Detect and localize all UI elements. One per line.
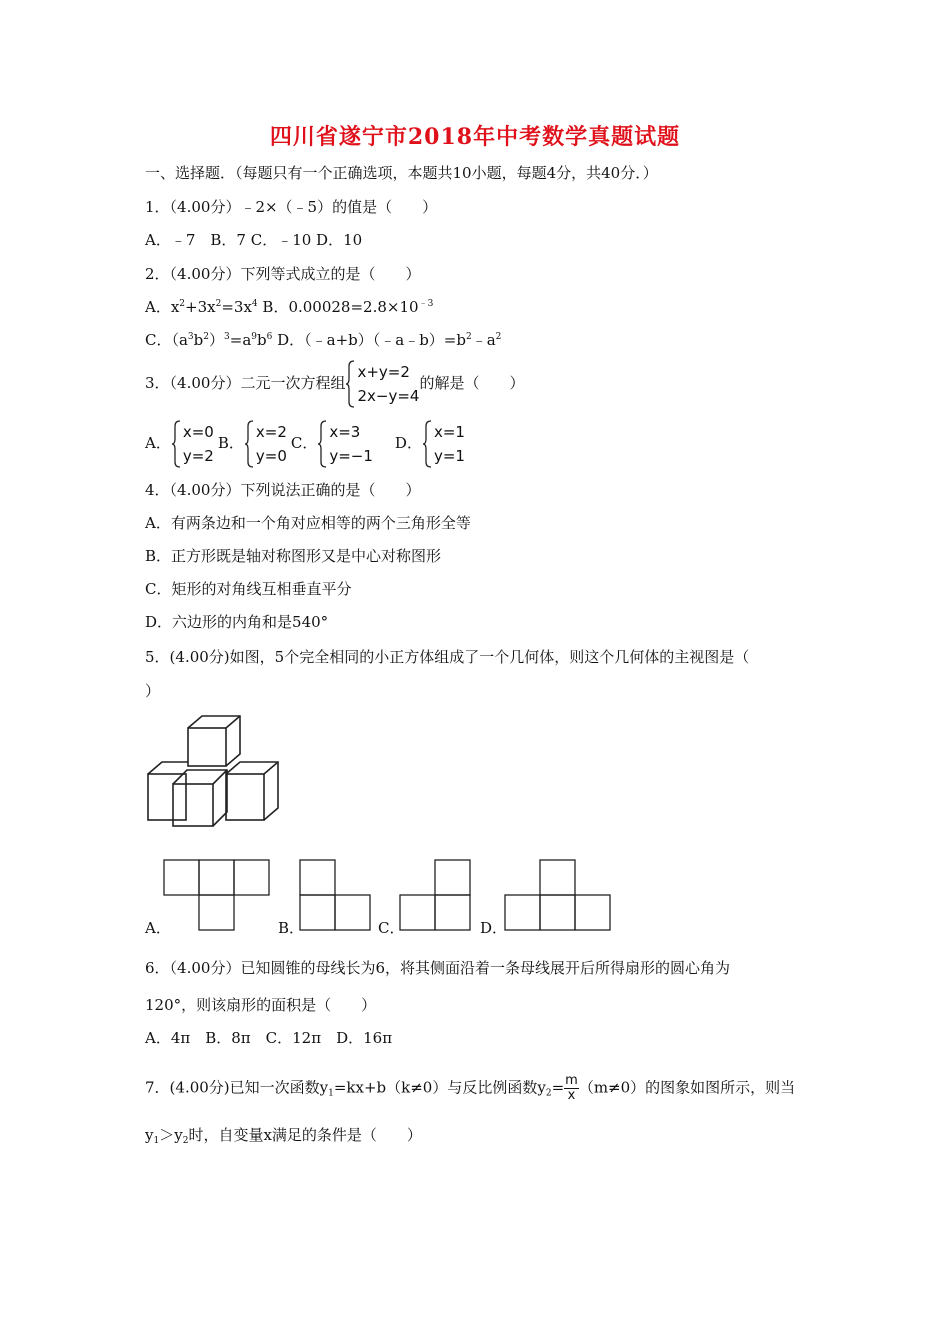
q5-stem: 5．(4.00分)如图，5个完全相同的小正方体组成了一个几何体，则这个几何体的主视图是（ xyxy=(145,648,750,666)
q6-stem: 6．（4.00分）已知圆锥的母线长为6，将其侧面沿着一条母线展开后所得扇形的圆心角为 xyxy=(145,959,730,977)
q4-option-c: C．矩形的对角线互相垂直平分 xyxy=(145,580,352,598)
q6-options: A．4π B．8π C．12π D．16π xyxy=(145,1029,393,1047)
q4-stem: 4．（4.00分）下列说法正确的是（ ） xyxy=(145,481,421,499)
q1-stem: 1．（4.00分）﹣2×（﹣5）的值是（ ） xyxy=(145,198,438,216)
q3-option-d: x=1 y=1 xyxy=(422,420,465,468)
q5-label-b: B． xyxy=(278,919,305,937)
q5-option-a-figure xyxy=(162,858,272,932)
q3-option-a: x=0 y=2 xyxy=(171,420,214,468)
q2-options-ab: A．$x^2+3x^2=3x^4$ B．$0.00028=2.8\times 10^{﹣3}$ xyxy=(145,298,434,316)
q3-option-b: x=2 y=0 xyxy=(244,420,287,468)
q3-options: A． x=0 y=2 B． x=2 y=0 C． x=3 y=−1 D． x=1 y=1 xyxy=(145,420,465,468)
q2-options-cd: C．$(a^3b^2)^3=a^9b^6$ D．$(﹣a+b)(﹣a﹣b)=b^2﹣a^2$ xyxy=(145,331,502,349)
equation-system: x+y=2 2x−y=4 xyxy=(345,360,419,408)
q7-stem: 7．(4.00分)已知一次函数$y_1=kx+b(k\ne 0)$与反比例函数$y_2=$ $\frac{m}{x}$ （m≠0）的图象如图所示，则当 xyxy=(145,1073,796,1103)
q7-stem-end: $y_1>y_2$时，自变量x满足的条件是（ ） xyxy=(145,1126,422,1146)
q5-option-d-figure xyxy=(503,858,613,932)
q5-label-a: A． xyxy=(145,919,171,937)
q3-stem: 3．（4.00分）二元一次方程组 x+y=2 2x−y=4 的解是（ ） xyxy=(145,360,524,408)
page-title: 四川省遂宁市2018年中考数学真题试题 xyxy=(269,124,681,150)
q4-option-a: A．有两条边和一个角对应相等的两个三角形全等 xyxy=(145,514,471,532)
q5-label-c: C． xyxy=(378,919,405,937)
q5-cube-figure xyxy=(140,710,285,830)
q5-option-b-figure xyxy=(298,858,372,932)
q2-stem: 2．（4.00分）下列等式成立的是（ ） xyxy=(145,265,421,283)
q6-stem-end: 120°，则该扇形的面积是（ ） xyxy=(145,996,377,1014)
q3-option-c: x=3 y=−1 xyxy=(317,420,373,468)
section-heading: 一、选择题．（每题只有一个正确选项，本题共10小题，每题4分，共40分．） xyxy=(145,164,658,182)
m-over-x-fraction: $\frac{m}{x}$ xyxy=(565,1073,578,1103)
q5-label-d: D． xyxy=(480,919,508,937)
q5-option-c-figure xyxy=(398,858,472,932)
q5-stem-end: ） xyxy=(145,682,161,700)
q4-option-b: B．正方形既是轴对称图形又是中心对称图形 xyxy=(145,547,442,565)
q4-option-d: D．六边形的内角和是540° xyxy=(145,613,329,631)
q1-options: A．﹣7 B．7 C．﹣10 D．10 xyxy=(145,231,363,249)
